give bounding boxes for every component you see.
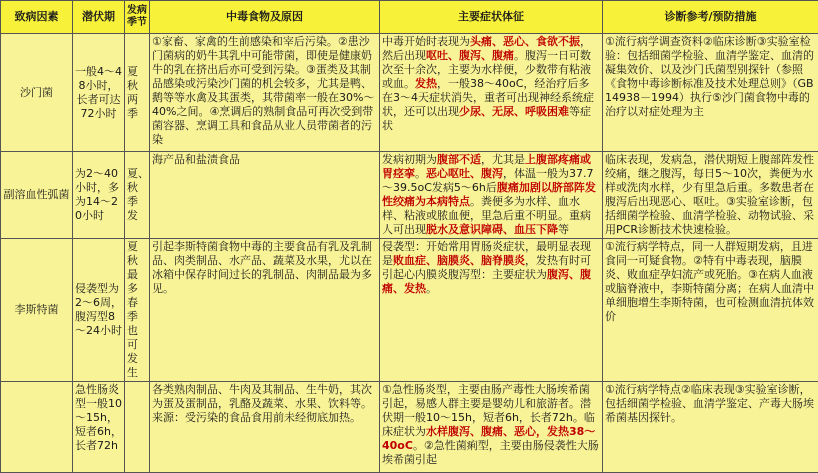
header-symptoms: 主要症状体征: [380, 1, 603, 34]
table-row: [1, 239, 818, 382]
diagnosis-cell: 临床表现，发病急，潜伏期短上腹部阵发性绞痛，继之腹泻，每日5～10次，粪便为水样或洗肉水样，少有里急后重。多数患者在腹泻后出现恶心、呕吐。③实验室诊断，包括细菌学检验、血清学检验、动物试验、采用PCR诊断技术快速检验。: [603, 152, 818, 239]
header-diagnosis: 诊断参考/预防措施: [603, 1, 818, 34]
food-cell: ①家畜、家禽的生前感染和宰后污染。②患沙门菌病的奶牛其乳中可能带菌，即使是健康奶牛的乳在挤出后亦可受到污染。③蛋类及其制品感染或污染沙门菌的机会较多，尤其是鸭、鹅等等水禽及其蛋类，其带菌率一般在30%～40%之间。④烹调后的熟制食品可再次受到带菌容器、烹调工具和食品从业人员带菌者的污染: [150, 34, 380, 152]
diagnosis-cell: ①流行病学调查资料②临床诊断③实验室检验：包括细菌学检验、血清学鉴定、血清的凝集效价、以及沙门氏菌型别探针（参照《食物中毒诊断标准及技术处理总则》（GB14938－1994）执行⑤沙门菌食物中毒的治疗以对症处理为主: [603, 34, 818, 152]
header-row: [1, 1, 818, 34]
symptoms-cell: 中毒开始时表现为头痛、恶心、食欲不振，然后出现呕吐、腹泻、腹痛。腹泻一日可数次至十余次，主要为水样便，少数带有粘液或血。发热，一般38～40oC，经治疗后多在3～4天症状消失，重者可出现神经系统症状，还可以出现少尿、无尿、呼吸困难等症状: [380, 34, 603, 152]
header-cause: 致病因素: [1, 1, 73, 34]
cause-cell: 副溶血性弧菌: [1, 152, 73, 239]
table-row: [1, 152, 818, 239]
diagnosis-cell: ①流行病学特点②临床表现③实验室诊断，包括细菌学检验、血清学鉴定、产毒大肠埃希菌基因探针。: [603, 382, 818, 473]
incubation-cell: 为2～40小时，多为14～20小时: [73, 152, 125, 239]
symptoms-cell: 侵袭型：开始常用胃肠炎症状，最明显表现是败血症、脑膜炎、脑脊膜炎，发热有时可引起心内膜炎腹泻型：主要症状为腹泻、腹痛、发热。: [380, 239, 603, 382]
symptoms-cell: ①急性肠炎型，主要由肠产毒性大肠埃希菌引起，易感人群主要是婴幼儿和旅游者。潜伏期一般10～15h，短者6h，长者72h。临床症状为水样腹泻、腹痛、恶心，发热38～40oC。②急性菌痢型，主要由肠侵袭性大肠埃希菌引起: [380, 382, 603, 473]
food-cell: 海产品和盐渍食品: [150, 152, 380, 239]
incubation-cell: 急性肠炎型一般10～15h，短者6h，长者72h: [73, 382, 125, 473]
season-cell: 夏秋最多春季也可发生: [125, 239, 150, 382]
header-incubation: 潜伏期: [73, 1, 125, 34]
season-cell: [125, 382, 150, 473]
food-cell: 各类熟肉制品、牛肉及其制品、生牛奶，其次为蛋及蛋制品，乳酪及蔬菜、水果、饮料等。来源：受污染的食品食用前未经彻底加热。: [150, 382, 380, 473]
season-cell: 夏、秋季发: [125, 152, 150, 239]
cause-cell: 李斯特菌: [1, 239, 73, 382]
incubation-cell: 侵袭型为2～6周，腹泻型8～24小时: [73, 239, 125, 382]
table-row: [1, 34, 818, 152]
cause-cell: 沙门菌: [1, 34, 73, 152]
cause-cell: [1, 382, 73, 473]
food-cell: 引起李斯特菌食物中毒的主要食品有乳及乳制品、肉类制品、水产品、蔬菜及水果，尤以在冰箱中保存时间过长的乳制品、肉制品最为多见。: [150, 239, 380, 382]
incubation-cell: 一般4～48小时，长者可达72小时: [73, 34, 125, 152]
diagnosis-cell: ①流行病学特点，同一人群短期发病，且进食同一可疑食物。②特有中毒表现，脑膜炎、败血症孕妇流产或死胎。③在病人血液或脑脊液中，李斯特菌分离；在病人血清中单细胞增生李斯特菌，也可检测血清抗体效价: [603, 239, 818, 382]
season-cell: 夏秋两季: [125, 34, 150, 152]
table-row: [1, 382, 818, 473]
header-season: 发病季节: [125, 1, 150, 34]
symptoms-cell: 发病初期为腹部不适，尤其是上腹部疼痛或胃痉挛。恶心呕吐、腹泻，体温一般为37.7～39.5oC发病5～6h后腹痛加剧以脐部阵发性绞痛为本病特点。粪便多为水样、血水样、粘液或脓血便，里急后重不明显。重病人可出现脱水及意识障碍、血压下降等: [380, 152, 603, 239]
header-food: 中毒食物及原因: [150, 1, 380, 34]
